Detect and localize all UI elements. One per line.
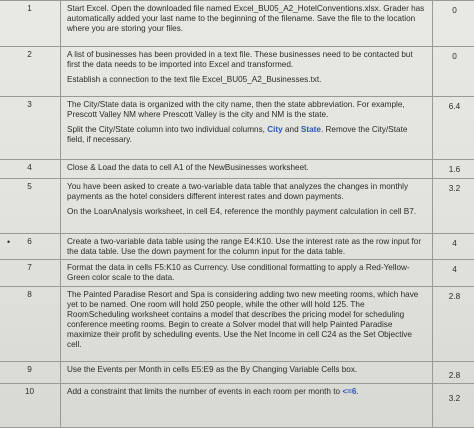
points-value: 3.2 bbox=[433, 394, 474, 404]
step-points bbox=[433, 179, 474, 234]
points-value: 4 bbox=[433, 239, 474, 249]
step-description bbox=[61, 1, 433, 47]
step-text: Establish a connection to the text file Excel_BU05_A2_Businesses.txt. bbox=[67, 75, 426, 85]
step-number: 7 bbox=[0, 260, 61, 287]
step-description bbox=[61, 234, 433, 260]
text-run: and bbox=[283, 125, 301, 134]
step-points bbox=[433, 287, 474, 362]
points-value: 2.8 bbox=[433, 292, 474, 302]
step-points bbox=[433, 1, 474, 47]
step-points bbox=[433, 362, 474, 384]
table-row bbox=[0, 287, 474, 362]
text-run: Add a constraint that limits the number of events in each room per month to bbox=[67, 387, 342, 396]
step-text: Format the data in cells F5:K10 as Currency. Use conditional formatting to apply a Red-Yellow-Green color scale to the data. bbox=[67, 263, 426, 283]
step-number: 9 bbox=[0, 362, 61, 384]
text-run: Split the City/State column into two individual columns, bbox=[67, 125, 267, 134]
highlight-constraint: <=6 bbox=[342, 387, 356, 396]
table-row bbox=[0, 384, 474, 428]
step-description bbox=[61, 179, 433, 234]
step-description bbox=[61, 287, 433, 362]
step-text: The City/State data is organized with the city name, then the state abbreviation. For example, Prescott Valley NM where Prescott Valley is the city and NM is the state. bbox=[67, 100, 426, 120]
step-number: 8 bbox=[0, 287, 61, 362]
highlight-city: City bbox=[267, 125, 282, 134]
step-description bbox=[61, 362, 433, 384]
step-description bbox=[61, 160, 433, 179]
points-value: 2.8 bbox=[433, 371, 474, 381]
table-row bbox=[0, 362, 474, 384]
table-row bbox=[0, 47, 474, 97]
table-row bbox=[0, 160, 474, 179]
points-value: 1.6 bbox=[433, 165, 474, 175]
table-row bbox=[0, 179, 474, 234]
points-value: 0 bbox=[433, 6, 474, 16]
table-row bbox=[0, 260, 474, 287]
step-number: 10 bbox=[0, 384, 61, 428]
points-value: 3.2 bbox=[433, 184, 474, 194]
step-number: 4 bbox=[0, 160, 61, 179]
step-text: On the LoanAnalysis worksheet, in cell E4, reference the monthly payment calculation in cell B7. bbox=[67, 207, 426, 217]
step-points bbox=[433, 160, 474, 179]
table-row bbox=[0, 97, 474, 160]
step-points bbox=[433, 47, 474, 97]
step-description bbox=[61, 97, 433, 160]
step-description bbox=[61, 384, 433, 428]
step-text: The Painted Paradise Resort and Spa is considering adding two new meeting rooms, which have yet to be named. One room will hold 250 people, while the other will hold 125. The RoomScheduling worksheet contains a model that describes the pricing model for scheduling conference meeting rooms. Begin to create a Solver model that will help Painted Paradise maximize their profit by scheduling events. Use the Net Income in cell C24 as the Set Objective cell. bbox=[67, 290, 426, 350]
step-description bbox=[61, 260, 433, 287]
step-description bbox=[61, 47, 433, 97]
step-number: 2 bbox=[0, 47, 61, 97]
step-text: Create a two-variable data table using the range E4:K10. Use the interest rate as the row input for the data table. Use the down payment for the column input for the data table. bbox=[67, 237, 426, 257]
step-text: Use the Events per Month in cells E5:E9 as the By Changing Variable Cells box. bbox=[67, 365, 426, 375]
step-number: 5 bbox=[0, 179, 61, 234]
points-value: 0 bbox=[433, 52, 474, 62]
step-number-text: 6 bbox=[27, 237, 32, 246]
points-value: 4 bbox=[433, 265, 474, 275]
step-points bbox=[433, 234, 474, 260]
bullet-mark: • bbox=[7, 237, 10, 247]
step-points bbox=[433, 384, 474, 428]
step-number: 1 bbox=[0, 1, 61, 47]
step-points bbox=[433, 97, 474, 160]
step-number bbox=[0, 234, 61, 260]
text-run: . Remove the City/State field, if necessary. bbox=[67, 125, 407, 144]
step-text: You have been asked to create a two-variable data table that analyzes the changes in monthly payments as the hotel considers different interest rates and down payments. bbox=[67, 182, 426, 202]
step-text: Close & Load the data to cell A1 of the NewBusinesses worksheet. bbox=[67, 163, 426, 173]
highlight-state: State bbox=[301, 125, 321, 134]
step-points bbox=[433, 260, 474, 287]
step-text: Start Excel. Open the downloaded file named Excel_BU05_A2_HotelConventions.xlsx. Grader has automatically added your last name to the beginning of the filename. Save the file to the location where you are storing your files. bbox=[67, 4, 426, 34]
step-number: 3 bbox=[0, 97, 61, 160]
step-text: A list of businesses has been provided in a text file. These businesses need to be contacted but first the data needs to be imported into Excel and transformed. bbox=[67, 50, 426, 70]
table-row bbox=[0, 1, 474, 47]
points-value: 6.4 bbox=[433, 102, 474, 112]
step-text bbox=[67, 125, 426, 145]
text-run: . bbox=[356, 387, 358, 396]
step-text bbox=[67, 387, 426, 397]
table-row bbox=[0, 234, 474, 260]
